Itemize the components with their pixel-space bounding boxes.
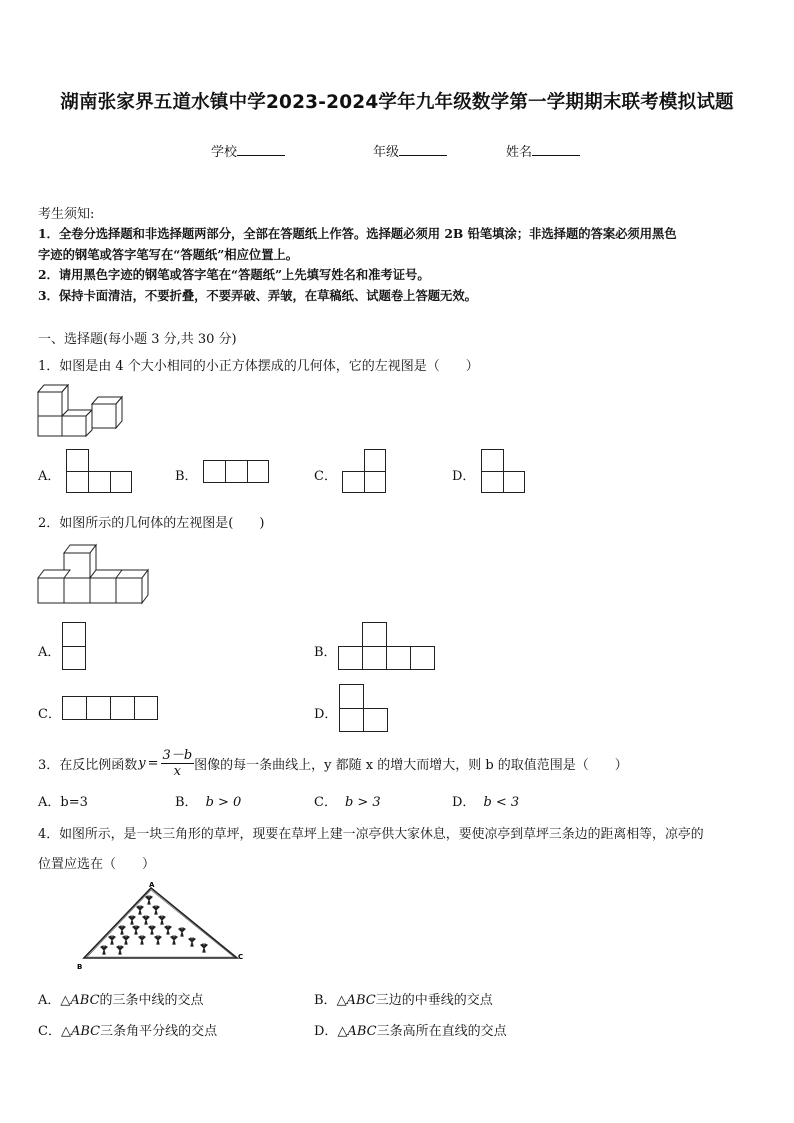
grade-field[interactable] — [373, 141, 447, 160]
q4-option-c-label: C． — [38, 1024, 61, 1039]
q4-option-c-text: 三条角平分线的交点 — [100, 1024, 218, 1039]
q2-stem: 2．如图所示的几何体的左视图是( ) — [38, 516, 265, 531]
q4-option-d[interactable] — [314, 1020, 507, 1039]
q1-label-b: B． — [175, 469, 198, 484]
q4-option-a-triangle: △ABC — [60, 993, 100, 1008]
vertex-c-label: C — [238, 953, 244, 961]
q3-option-d-text: b < 3 — [483, 795, 520, 810]
q3-option-b[interactable] — [175, 791, 241, 810]
q4-option-a-label: A． — [38, 993, 61, 1008]
q3-equals: = — [147, 755, 159, 771]
q3-option-c-text: b > 3 — [344, 795, 381, 810]
q1-label-a: A． — [38, 469, 61, 484]
q3-stem — [38, 743, 628, 783]
q3-numerator: 3－b — [162, 747, 193, 763]
q3-option-c-label: C． — [314, 795, 337, 810]
q3-option-a-label: A． — [38, 795, 61, 810]
q2-option-a-figure[interactable] — [62, 622, 86, 670]
q1-option-a-figure[interactable] — [66, 449, 132, 493]
q4-option-b-triangle: △ABC — [336, 993, 376, 1008]
q2-option-c-figure[interactable] — [62, 696, 158, 720]
section-heading: 一、选择题(每小题 3 分,共 30 分) — [38, 332, 237, 347]
name-blank[interactable] — [532, 143, 580, 156]
q3-fraction — [161, 748, 195, 779]
q2-option-b-figure[interactable] — [338, 622, 435, 670]
notice-line-3: 2．请用黑色字迹的钢笔或答字笔在“答题纸”上先填写姓名和准考证号。 — [38, 267, 430, 282]
q4-option-d-label: D． — [314, 1024, 338, 1039]
school-label: 学校 — [211, 145, 238, 160]
q3-denominator: x — [173, 763, 182, 779]
q4-option-a[interactable] — [38, 989, 204, 1008]
q4-option-c[interactable] — [38, 1020, 217, 1039]
q3-option-d[interactable] — [452, 791, 519, 810]
q1-label-d: D． — [452, 469, 476, 484]
q1-solid-figure — [38, 380, 128, 438]
q3-option-b-text: b > 0 — [205, 795, 242, 810]
q2-label-d: D． — [314, 707, 338, 722]
vertex-a-label: A — [149, 881, 155, 889]
q4-option-c-triangle: △ABC — [60, 1024, 101, 1039]
q4-triangle-figure — [74, 880, 246, 972]
page-title: 湖南张家界五道水镇中学2023-2024学年九年级数学第一学期期末联考模拟试题 — [60, 92, 734, 113]
q3-option-a[interactable] — [38, 791, 88, 810]
notice-line-1: 1．全卷分选择题和非选择题两部分，全部在答题纸上作答。选择题必须用 2B 铅笔填涂；非选择题的答案必须用黑色 — [38, 226, 677, 241]
name-label: 姓名 — [506, 145, 533, 160]
q4-option-b-text: 三边的中垂线的交点 — [375, 993, 493, 1008]
notice-heading: 考生须知: — [38, 207, 95, 222]
q1-label-c: C． — [314, 469, 337, 484]
q1-option-d-figure[interactable] — [481, 449, 525, 493]
q2-label-b: B． — [314, 645, 337, 660]
name-field[interactable] — [506, 141, 580, 160]
q4-stem-line-1: 4．如图所示，是一块三角形的草坪，现要在草坪上建一凉亭供大家休息，要使凉亭到草坪三条边的距离相等，凉亭的 — [38, 827, 704, 842]
q2-solid-figure — [38, 541, 152, 605]
q4-option-d-text: 三条高所在直线的交点 — [376, 1024, 507, 1039]
q3-option-d-label: D． — [452, 795, 476, 810]
q3-option-c[interactable] — [314, 791, 381, 810]
q3-option-a-text: b=3 — [60, 795, 88, 810]
vertex-b-label: B — [77, 963, 83, 971]
q4-option-b-label: B． — [314, 993, 337, 1008]
q1-option-c-figure[interactable] — [342, 449, 386, 493]
q4-option-a-text: 的三条中线的交点 — [99, 993, 204, 1008]
notice-line-4: 3．保持卡面清洁，不要折叠，不要弄破、弄皱，在草稿纸、试题卷上答题无效。 — [38, 288, 477, 303]
q2-label-c: C． — [38, 707, 61, 722]
q3-option-b-label: B． — [175, 795, 198, 810]
q1-stem: 1．如图是由 4 个大小相同的小正方体摆成的几何体，它的左视图是（ ） — [38, 359, 479, 374]
q2-option-d-figure[interactable] — [339, 684, 388, 732]
q3-prefix: 3．在反比例函数 — [38, 757, 138, 773]
q3-y: y — [138, 755, 146, 771]
grade-blank[interactable] — [399, 143, 447, 156]
grade-label: 年级 — [373, 145, 400, 160]
school-field[interactable] — [211, 141, 285, 160]
q4-option-b[interactable] — [314, 989, 493, 1008]
q4-option-d-triangle: △ABC — [337, 1024, 377, 1039]
notice-line-2: 字迹的钢笔或答字笔写在“答题纸”相应位置上。 — [38, 247, 299, 262]
school-blank[interactable] — [237, 143, 285, 156]
q2-label-a: A． — [38, 645, 61, 660]
q1-option-b-figure[interactable] — [203, 460, 269, 483]
q3-suffix: 图像的每一条曲线上，y 都随 x 的增大而增大，则 b 的取值范围是（ ） — [194, 757, 628, 773]
q4-stem-line-2: 位置应选在（ ） — [38, 857, 156, 872]
